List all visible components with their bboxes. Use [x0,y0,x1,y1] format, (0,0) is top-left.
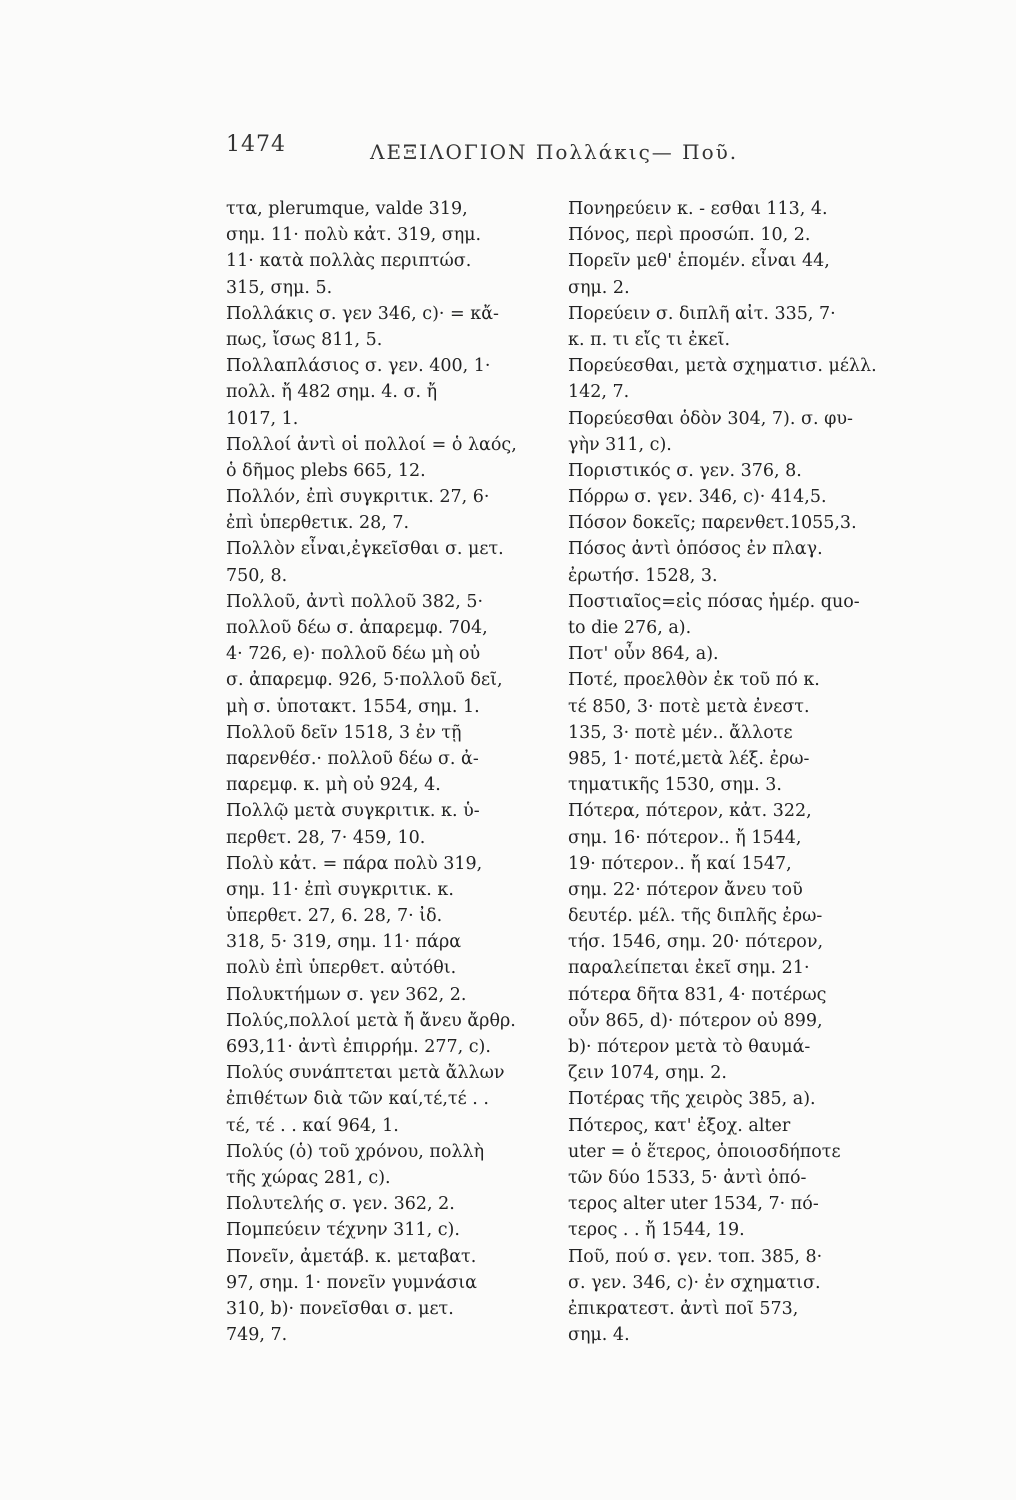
running-head: ΛΕΞΙΛΟΓΙΟΝ Πολλάκις— Ποῦ. [370,140,739,164]
index-line: Πολλόν, ἐπὶ συγκριτικ. 27, 6· [226,487,490,508]
index-line: uter = ὁ ἕτερος, ὁποιοσδήποτε [568,1141,841,1162]
index-line: Πομπεύειν τέχνην 311, c). [226,1220,460,1241]
index-line: Πορεύειν σ. διπλῆ αἰτ. 335, 7· [568,303,836,324]
index-line: παραλείπεται ἐκεῖ σημ. 21· [568,958,810,979]
index-line: τέ, τέ . . καί 964, 1. [226,1115,399,1136]
index-line: Πόσον δοκεῖς; παρενθετ.1055,3. [568,513,857,534]
index-line: 142, 7. [568,382,630,403]
index-line: Πονηρεύειν κ. - εσθαι 113, 4. [568,199,828,219]
index-line: Ποριστικός σ. γεν. 376, 8. [568,460,802,481]
index-line: πότερα δῆτα 831, 4· ποτέρως [568,984,827,1005]
index-line: Πολλοῦ δεῖν 1518, 3 ἐν τῇ [226,722,462,743]
index-line: σημ. 4. [568,1325,630,1346]
index-line: Ποστιαῖος=εἰς πόσας ἡμέρ. quo- [568,591,860,612]
index-line: τερος alter uter 1534, 7· πό- [568,1194,819,1215]
index-line: περθετ. 28, 7· 459, 10. [226,827,426,848]
index-line: σημ. 22· πότερον ἄνευ τοῦ [568,879,803,900]
index-line: Πολυτελής σ. γεν. 362, 2. [226,1194,455,1215]
index-line: Πόσος ἀντὶ ὁπόσος ἐν πλαγ. [568,539,823,560]
index-line: πολλ. ἤ 482 σημ. 4. σ. ἤ [226,382,438,403]
index-line: Πότερα, πότερον, κἀτ. 322, [568,801,812,822]
index-line: Πολλαπλάσιος σ. γεν. 400, 1· [226,356,491,377]
index-line: Πολλὸν εἶναι,ἐγκεῖσθαι σ. μετ. [226,539,504,560]
index-line: to die 276, a). [568,618,692,638]
index-line: Πολύς (ὁ) τοῦ χρόνου, πολλὴ [226,1141,485,1162]
index-line: Πολλάκις σ. γεν 346, c)· = κἄ- [226,303,499,324]
index-line: σημ. 2. [568,277,630,298]
page-number: 1474 [226,132,286,157]
index-line: τῶν δύο 1533, 5· ἀντὶ ὁπό- [568,1167,807,1188]
index-line: οὖν 865, d)· πότερον οὐ 899, [568,1010,823,1031]
index-line: ττα, plerumque, valde 319, [226,199,468,219]
index-line: ἐπὶ ὑπερθετικ. 28, 7. [226,513,410,534]
index-line: Πολλοί ἀντὶ οἱ πολλοί = ὁ λαός, [226,434,517,455]
index-line: τηματικῆς 1530, σημ. 3. [568,775,782,796]
index-line: 11· κατὰ πολλὰς περιπτώσ. [226,251,472,272]
index-line: ἐρωτήσ. 1528, 3. [568,565,718,586]
index-line: Πότερος, κατ' ἐξοχ. alter [568,1115,791,1136]
index-line: Πολλῷ μετὰ συγκριτικ. κ. ὑ- [226,801,480,822]
index-line: Ποτέ, προελθὸν ἐκ τοῦ πό κ. [568,670,820,691]
right-column [568,196,908,1348]
index-line: Πορεῖν μεθ' ἑπομέν. εἶναι 44, [568,251,830,272]
index-line: Πολυκτήμων σ. γεν 362, 2. [226,984,467,1005]
index-line: τέ 850, 3· ποτὲ μετὰ ἐνεστ. [568,696,810,717]
index-line: 985, 1· ποτέ,μετὰ λέξ. ἐρω- [568,748,810,769]
index-line: σημ. 16· πότερον.. ἤ 1544, [568,827,802,848]
index-line: Ποτέρας τῆς χειρὸς 385, a). [568,1089,816,1110]
index-line: 749, 7. [226,1325,288,1346]
index-line: 318, 5· 319, σημ. 11· πάρα [226,932,462,953]
index-line: Πολλοῦ, ἀντὶ πολλοῦ 382, 5· [226,591,484,612]
index-line: πολὺ ἐπὶ ὑπερθετ. αὐτόθι. [226,958,457,979]
index-line: παρενθέσ.· πολλοῦ δέω σ. ἀ- [226,748,479,769]
index-line: ἐπιθέτων διὰ τῶν καί,τέ,τέ . . [226,1089,489,1110]
index-line: τερος . . ἤ 1544, 19. [568,1220,745,1241]
index-line: Πορεύεσθαι ὁδὸν 304, 7). σ. φυ- [568,408,853,429]
index-line: ἐπικρατεστ. ἀντὶ ποῖ 573, [568,1298,799,1319]
index-line: 315, σημ. 5. [226,277,333,298]
index-line: Πορεύεσθαι, μετὰ σχηματισ. μέλλ. [568,356,877,377]
index-line: τήσ. 1546, σημ. 20· πότερον, [568,932,824,953]
index-line: Πολύς συνάπτεται μετὰ ἄλλων [226,1063,505,1084]
index-line: πως, ἴσως 811, 5. [226,329,383,350]
index-line: παρεμφ. κ. μὴ οὐ 924, 4. [226,775,441,796]
index-line: 310, b)· πονεῖσθαι σ. μετ. [226,1298,454,1319]
index-line: 135, 3· ποτὲ μέν.. ἄλλοτε [568,722,793,743]
index-line: τῆς χώρας 281, c). [226,1167,391,1188]
index-line: Πόνος, περὶ προσώπ. 10, 2. [568,225,811,246]
index-line: μὴ σ. ὑποτακτ. 1554, σημ. 1. [226,696,480,717]
index-line: 97, σημ. 1· πονεῖν γυμνάσια [226,1272,477,1293]
index-line: Πολὺ κἀτ. = πάρα πολὺ 319, [226,853,483,874]
index-line: Πολύς,πολλοί μετὰ ἤ ἄνευ ἄρθρ. [226,1010,516,1031]
index-line: γὴν 311, c). [568,434,672,455]
index-line: b)· πότερον μετὰ τὸ θαυμά- [568,1037,811,1057]
index-line: 693,11· ἀντὶ ἐπιρρήμ. 277, c). [226,1037,491,1057]
index-line: σ. γεν. 346, c)· ἐν σχηματισ. [568,1272,821,1293]
index-line: 4· 726, e)· πολλοῦ δέω μὴ οὐ [226,644,481,665]
index-line: σ. ἀπαρεμφ. 926, 5·πολλοῦ δεῖ, [226,670,503,691]
index-line: Ποῦ, πού σ. γεν. τοπ. 385, 8· [568,1246,823,1267]
index-line: ὑπερθετ. 27, 6. 28, 7· ἰδ. [226,906,443,927]
index-line: 750, 8. [226,565,288,586]
index-line: ὁ δῆμος plebs 665, 12. [226,460,426,481]
index-line: σημ. 11· πολὺ κἀτ. 319, σημ. [226,225,482,246]
left-column [226,196,556,1348]
index-line: ζειν 1074, σημ. 2. [568,1063,727,1084]
index-line: Πόρρω σ. γεν. 346, c)· 414,5. [568,487,827,508]
index-line: σημ. 11· ἐπὶ συγκριτικ. κ. [226,879,454,900]
index-line: 1017, 1. [226,408,299,429]
index-line: δευτέρ. μέλ. τῆς διπλῆς ἐρω- [568,906,823,927]
index-line: 19· πότερον.. ἤ καί 1547, [568,853,792,874]
index-line: κ. π. τι εἴς τι ἐκεῖ. [568,329,731,350]
index-line: πολλοῦ δέω σ. ἀπαρεμφ. 704, [226,618,488,638]
index-line: Πονεῖν, ἀμετάβ. κ. μεταβατ. [226,1246,477,1267]
index-line: Ποτ' οὖν 864, a). [568,644,719,665]
